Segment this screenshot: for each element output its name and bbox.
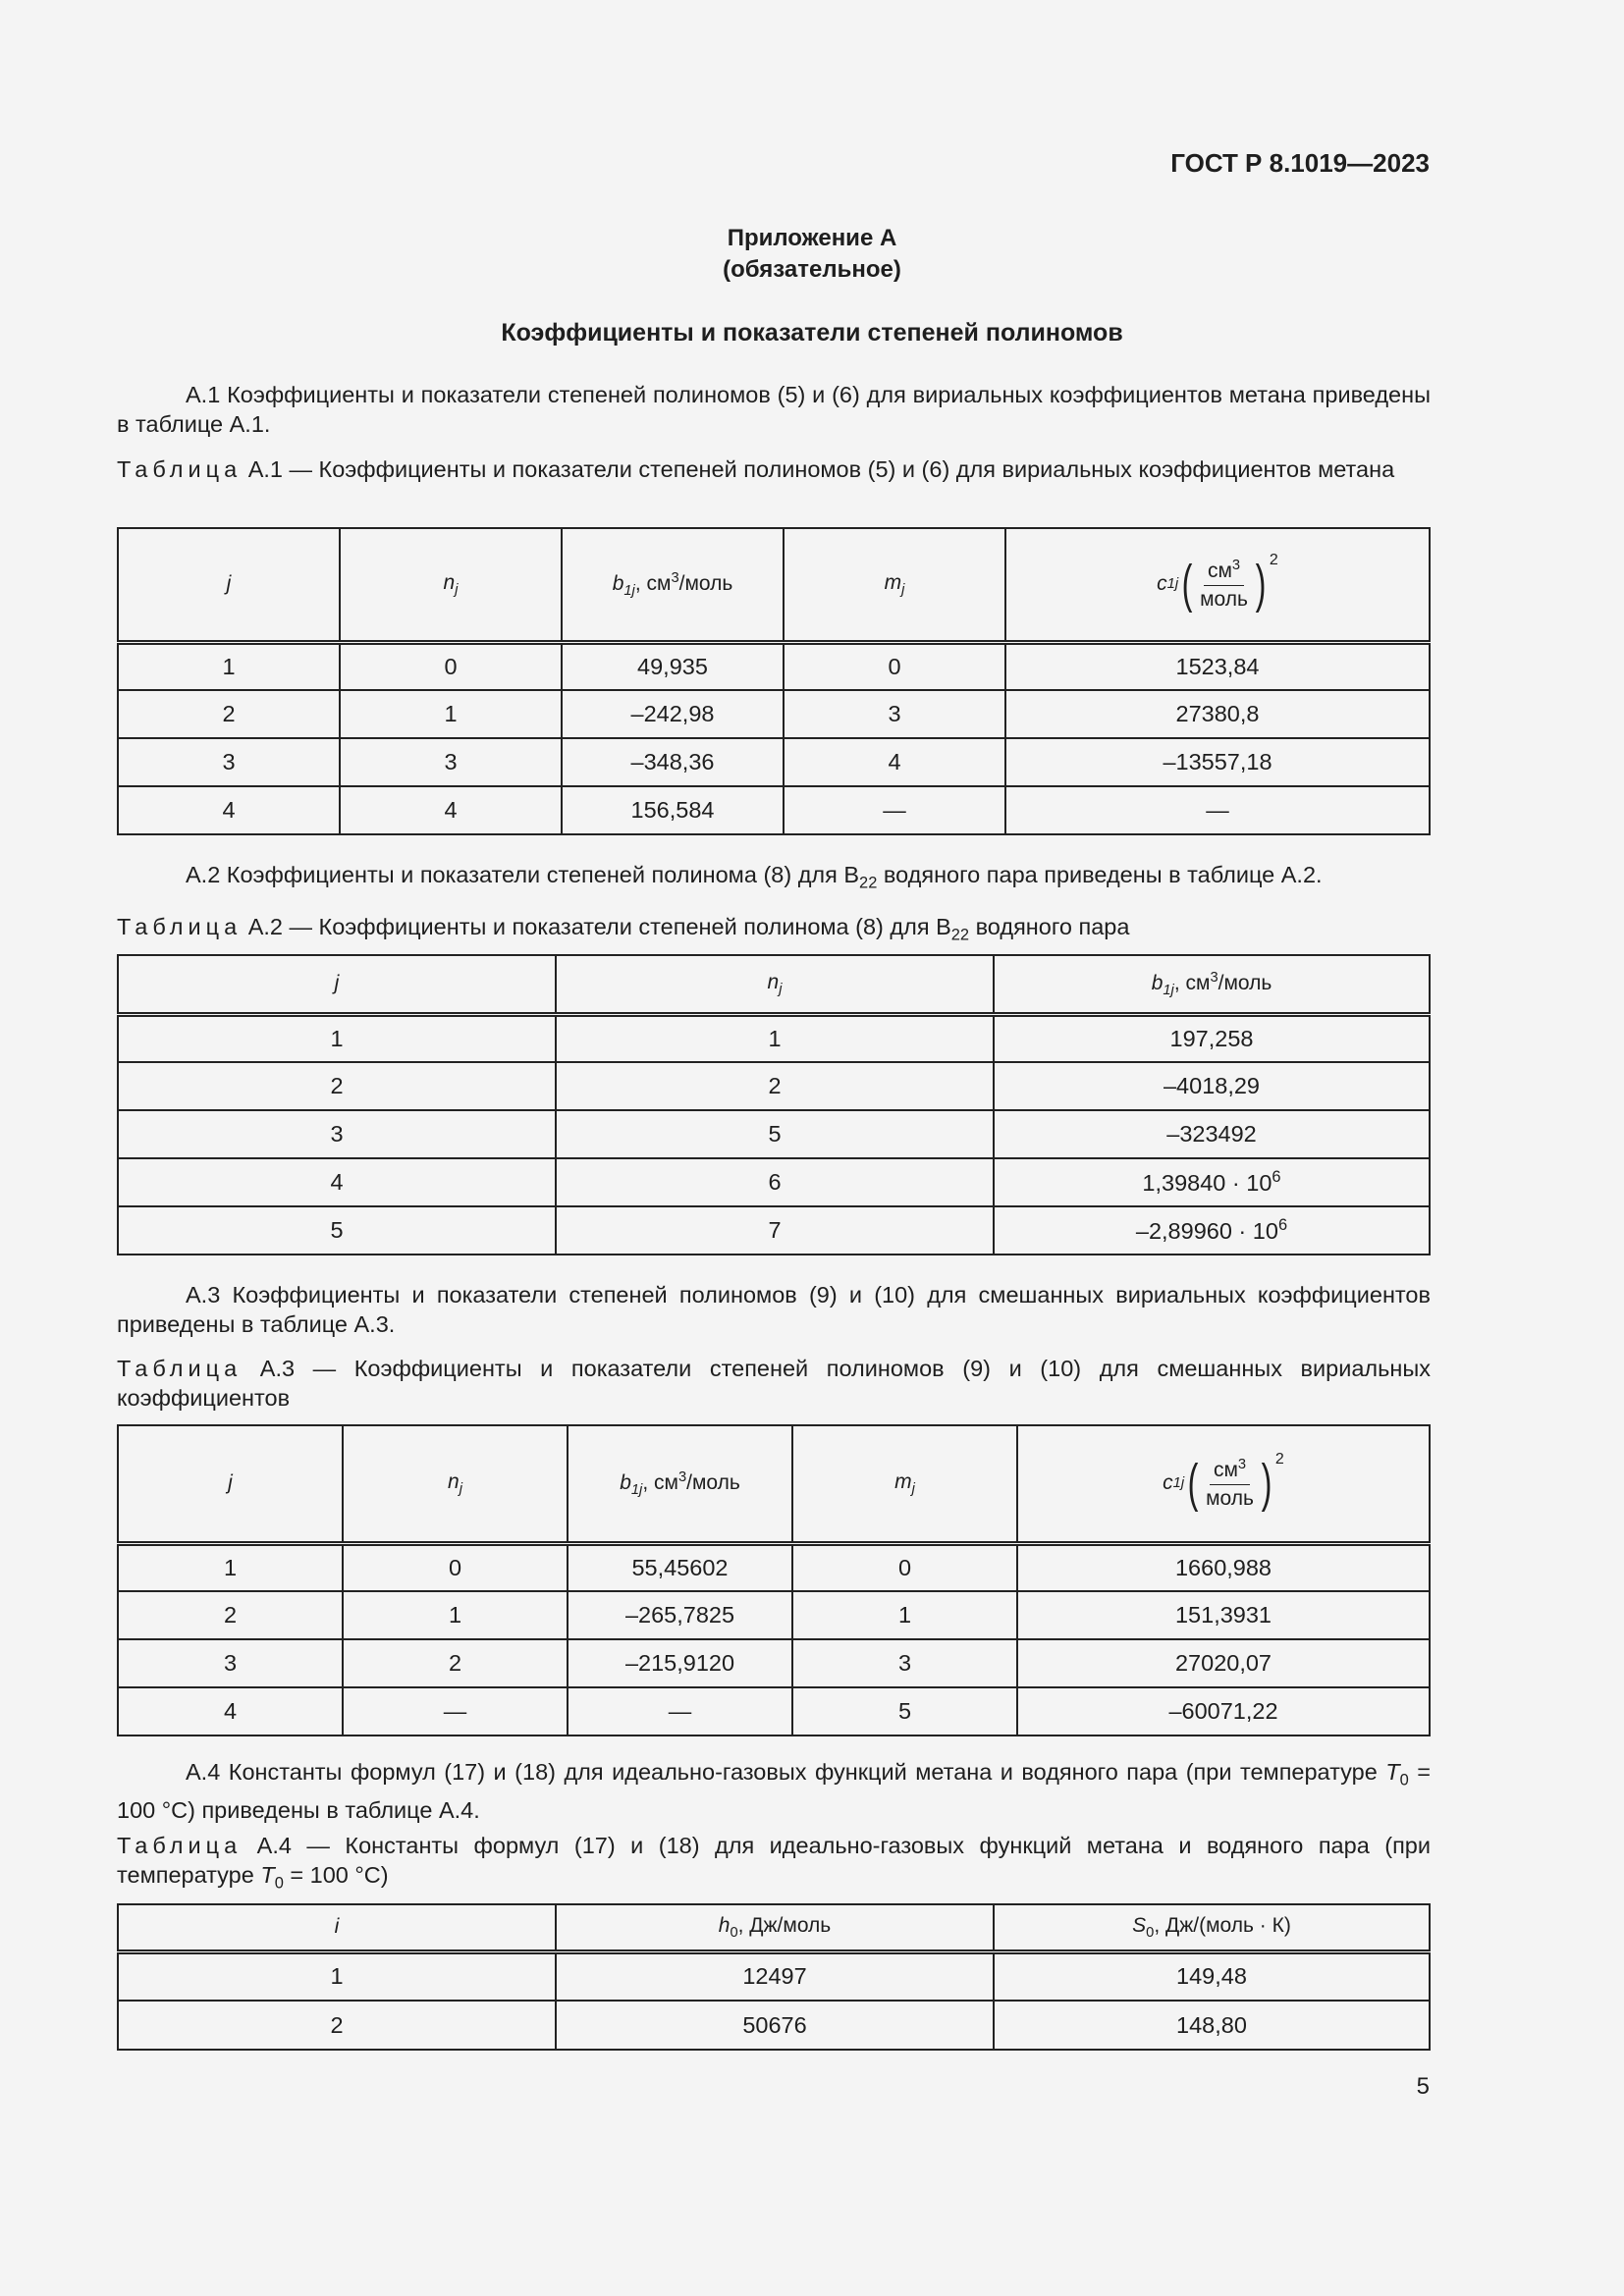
table-row	[118, 1591, 1430, 1639]
table-cell: –242,98	[562, 690, 784, 738]
table-cell: 1	[118, 1014, 556, 1062]
appendix-title: Приложение А	[727, 225, 897, 251]
appendix-status: (обязательное)	[723, 256, 901, 283]
table-cell: 156,584	[562, 786, 784, 834]
table-cell: –13557,18	[1005, 738, 1430, 786]
col-header-nj: $n_j$	[340, 528, 562, 642]
paragraph-a2: А.2 Коэффициенты и показатели степеней полинома (8) для $В_{22}$ водяного пара приведены в таблице А.2.	[186, 862, 1323, 892]
table-cell: 1	[556, 1014, 994, 1062]
table-row	[118, 690, 1430, 738]
table-cell: 2	[118, 2001, 556, 2050]
table-label: Таблица	[117, 1356, 243, 1381]
table-cell: –265,7825	[568, 1591, 792, 1639]
table-cell: 1	[792, 1591, 1017, 1639]
col-header-i: i	[118, 1904, 556, 1951]
table-row	[118, 786, 1430, 834]
table-cell: 3	[340, 738, 562, 786]
table-label: Таблица	[117, 456, 243, 482]
table-cell: –60071,22	[1017, 1687, 1430, 1735]
table-cell: 2	[118, 1591, 343, 1639]
table-cell: 5	[556, 1110, 994, 1158]
page-number: 5	[1416, 2073, 1430, 2100]
table-row	[118, 1158, 1430, 1206]
col-header-s0: $S_0$, Дж/(моль · К)	[994, 1904, 1430, 1951]
col-header-mj: $m_j$	[784, 528, 1005, 642]
col-header-c1j: c 1j ( $\frac{см^3}{\text{моль}}$ ) 2	[1005, 528, 1430, 642]
col-header-b1j: $b_{1j}$, $см^3$/моль	[994, 955, 1430, 1014]
table-cell: 4	[118, 1687, 343, 1735]
table-row	[118, 1014, 1430, 1062]
col-header-b1j: $b_{1j}$, $см^3$/моль	[562, 528, 784, 642]
table-a3	[117, 1424, 1431, 1736]
col-header-h0: $h_0$, Дж/моль	[556, 1904, 994, 1951]
table-cell: 7	[556, 1206, 994, 1255]
table-cell: 4	[784, 738, 1005, 786]
table-cell: 197,258	[994, 1014, 1430, 1062]
table-row	[118, 1110, 1430, 1158]
table-cell: 3	[118, 1639, 343, 1687]
table-cell: 0	[792, 1543, 1017, 1591]
col-header-c1j: c 1j ( $\frac{см^3}{\text{моль}}$ ) 2	[1017, 1425, 1430, 1543]
table-row	[118, 1062, 1430, 1110]
paragraph-a1: А.1 Коэффициенты и показатели степеней полиномов (5) и (6) для вириальных коэффициентов метана приведены в таблице А.1.	[117, 382, 1431, 437]
table-row	[118, 1543, 1430, 1591]
caption-table-a2: Таблица А.2 — Коэффициенты и показатели степеней полинома (8) для $В_{22}$ водяного пара	[117, 914, 1130, 944]
table-row	[118, 2001, 1430, 2050]
standard-number: ГОСТ Р 8.1019—2023	[1170, 148, 1430, 178]
table-cell: 0	[343, 1543, 568, 1591]
caption-table-a1	[117, 454, 1431, 484]
table-cell: 3	[784, 690, 1005, 738]
col-header-j: j	[118, 955, 556, 1014]
table-row	[118, 1639, 1430, 1687]
table-a2	[117, 954, 1431, 1255]
table-cell: 1	[340, 690, 562, 738]
table-a1	[117, 527, 1431, 835]
table-cell: –4018,29	[994, 1062, 1430, 1110]
caption-table-a4: Таблица А.4 — Константы формул (17) и (18) для идеально-газовых функций метана и водяного пара (при температуре $T_0 = 100$ °С)	[117, 1833, 1431, 1893]
table-cell: 1	[118, 1951, 556, 2001]
table-cell: –215,9120	[568, 1639, 792, 1687]
table-cell: —	[1005, 786, 1430, 834]
table-cell: 4	[118, 786, 340, 834]
col-header-b1j: $b_{1j}$, $см^3$/моль	[568, 1425, 792, 1543]
table-label: Таблица	[117, 914, 243, 939]
col-header-nj: $n_j$	[343, 1425, 568, 1543]
col-header-nj: $n_j$	[556, 955, 994, 1014]
col-header-mj: $m_j$	[792, 1425, 1017, 1543]
col-header-j: j	[118, 1425, 343, 1543]
caption-text: А.1 — Коэффициенты и показатели степеней полиномов (5) и (6) для вириальных коэффициентов метана	[247, 456, 1395, 482]
table-row	[118, 738, 1430, 786]
table-cell: 0	[340, 642, 562, 690]
table-cell: 5	[792, 1687, 1017, 1735]
table-cell: 6	[556, 1158, 994, 1206]
table-cell: —	[343, 1687, 568, 1735]
table-cell: 1	[118, 642, 340, 690]
table-a4	[117, 1903, 1431, 2051]
caption-table-a3: Таблица А.3 — Коэффициенты и показатели степеней полиномов (9) и (10) для смешанных вириальных коэффициентов	[117, 1356, 1431, 1411]
table-cell: —	[784, 786, 1005, 834]
table-cell: 4	[118, 1158, 556, 1206]
table-cell: 1	[118, 1543, 343, 1591]
table-cell: 2	[118, 690, 340, 738]
table-cell: 1660,988	[1017, 1543, 1430, 1591]
table-cell: 5	[118, 1206, 556, 1255]
table-row	[118, 1206, 1430, 1255]
table-cell: 0	[784, 642, 1005, 690]
section-heading: Коэффициенты и показатели степеней полиномов	[501, 319, 1123, 347]
table-cell: 27020,07	[1017, 1639, 1430, 1687]
table-row	[118, 1951, 1430, 2001]
table-cell: 1	[343, 1591, 568, 1639]
table-cell: —	[568, 1687, 792, 1735]
table-row	[118, 1687, 1430, 1735]
table-cell: 2	[556, 1062, 994, 1110]
table-cell: 3	[792, 1639, 1017, 1687]
table-cell: 50676	[556, 2001, 994, 2050]
paragraph-a3: А.3 Коэффициенты и показатели степеней полиномов (9) и (10) для смешанных вириальных коэффициентов приведены в таблице А.3.	[117, 1282, 1431, 1337]
table-cell: 3	[118, 1110, 556, 1158]
table-cell: 55,45602	[568, 1543, 792, 1591]
table-cell: 12497	[556, 1951, 994, 2001]
table-cell: 3	[118, 738, 340, 786]
table-row	[118, 642, 1430, 690]
table-cell: 4	[340, 786, 562, 834]
table-cell: –323492	[994, 1110, 1430, 1158]
table-cell: –348,36	[562, 738, 784, 786]
paragraph-a4: А.4 Константы формул (17) и (18) для идеально-газовых функций метана и водяного пара (при температуре $T_0 = 100$ °С) приведены в таблице А.4.	[117, 1759, 1431, 1823]
table-cell: 2	[118, 1062, 556, 1110]
table-cell: 148,80	[994, 2001, 1430, 2050]
table-cell: 49,935	[562, 642, 784, 690]
table-cell: 2	[343, 1639, 568, 1687]
table-cell: $1,39840 \cdot 10^6$	[994, 1158, 1430, 1206]
table-label: Таблица	[117, 1833, 243, 1858]
col-header-j: j	[118, 528, 340, 642]
table-cell: 27380,8	[1005, 690, 1430, 738]
table-cell: 1523,84	[1005, 642, 1430, 690]
table-cell: $-2,89960 \cdot 10^6$	[994, 1206, 1430, 1255]
table-cell: 151,3931	[1017, 1591, 1430, 1639]
table-cell: 149,48	[994, 1951, 1430, 2001]
